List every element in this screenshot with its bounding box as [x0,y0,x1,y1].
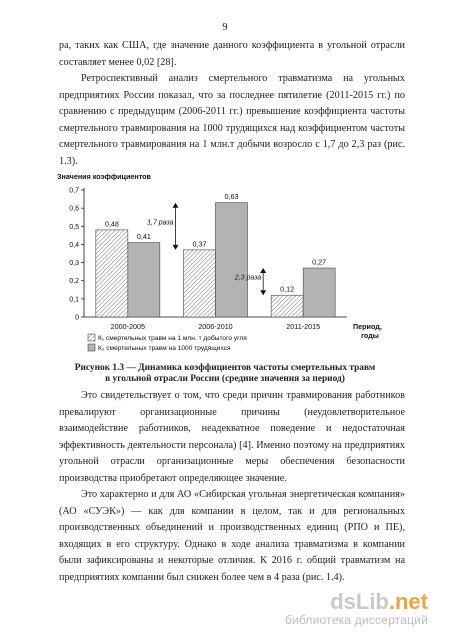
legend-label: К₁ смертельных травм на 1 млн. т добытого угля [98,335,247,342]
bar-chart [52,170,412,360]
figure-caption [40,363,410,385]
bar-value-label: 0,41 [136,232,151,242]
y-tick-label: 0 [75,314,79,322]
bar-value-label: 0,12 [280,284,295,294]
caption-line-2: в угольной отрасли России (средние значения за период) [105,374,345,384]
annotation-arrowhead [173,203,179,208]
legend-label: К₂ смертельных травм на 1000 трудящихся [98,345,231,352]
legend-swatch [88,344,95,351]
y-tick-label: 0,6 [69,205,79,213]
watermark [285,591,428,627]
paragraph-continuation: ра, таких как США, где значение данного коэффициента в угольной отрасли составляет менее 0,02 [28]. [59,40,405,68]
paragraph-organizational: Это свидетельствует о том, что среди причин травмирования работников превалируют организационные причины (неудовлетворительное взаимодействие работников, неадекватное поведение и недостаточная эффективность деятельности персонала) [4]. Именно поэтому на предприятиях угольной отрасли организационные меры обеспечения безопасности производства приобретают определяющее значение. [59,390,405,484]
paragraph-retrospective: Ретроспективный анализ смертельного травматизма на угольных предприятиях России показал, что за последнее пятилетие (2011-2015 гг.) по сравнению с предыдущим (2006-2011 гг.) превышение коэффициента частоты смертельного травмирования на 1000 трудящихся над коэффициентом частоты смертельного травмирования на 1 млн.т добычи возросло с 1,7 до 2,3 раз (рис. 1.3). [59,73,405,167]
y-tick-label: 0,4 [69,241,79,249]
caption-line-1: Рисунок 1.3 — Динамика коэффициентов частоты смертельных травм [74,363,376,373]
watermark-subtitle: библиотека диссертаций [284,613,428,627]
paragraph-suek: Это характерно и для АО «Сибирская угольная энергетическая компания» (АО «СУЭК») — как для компании в целом, так и для региональных производственных объединений и производственных единиц (РПО и ПЕ), входящих в его структуру. Однако в ходе анализа травматизма в компании были зафиксированы и некоторые отличия. К 2016 г. общий травматизм на предприятиях компании был снижен более чем в 4 раза (рис. 1.4). [59,489,405,583]
y-tick-label: 0,2 [69,278,79,286]
bar [184,250,216,317]
x-tick-label: 2006-2010 [198,322,233,331]
bar [128,243,160,317]
bar [96,230,128,317]
y-tick-label: 0,5 [69,223,79,231]
y-axis-title: Значения коэффициентов [57,172,151,181]
annotation-label: 2,3 раза [234,274,262,282]
y-tick-label: 0,3 [69,260,79,268]
x-tick-label: 2011-2015 [286,322,321,331]
y-tick-label: 0,1 [69,296,79,304]
y-tick-label: 0,7 [69,187,79,195]
bar-value-label: 0,27 [312,257,327,267]
watermark-logo: dsLib.net [330,589,428,614]
x-axis-title-2: годы [361,331,379,340]
annotation-arrowhead [260,290,266,295]
annotation-arrowhead [260,268,266,273]
bar [303,268,335,317]
annotation-label: 1,7 раза [147,219,174,227]
bar-value-label: 0,63 [224,192,239,202]
x-axis-title-1: Период, [353,322,382,331]
annotation-arrowhead [173,245,179,250]
legend-swatch [88,334,95,341]
bar-value-label: 0,37 [192,239,207,249]
bar-value-label: 0,48 [104,219,119,229]
bar [271,295,303,317]
page-number: 9 [222,22,228,33]
bar [216,203,248,317]
x-tick-label: 2000-2005 [110,322,146,331]
